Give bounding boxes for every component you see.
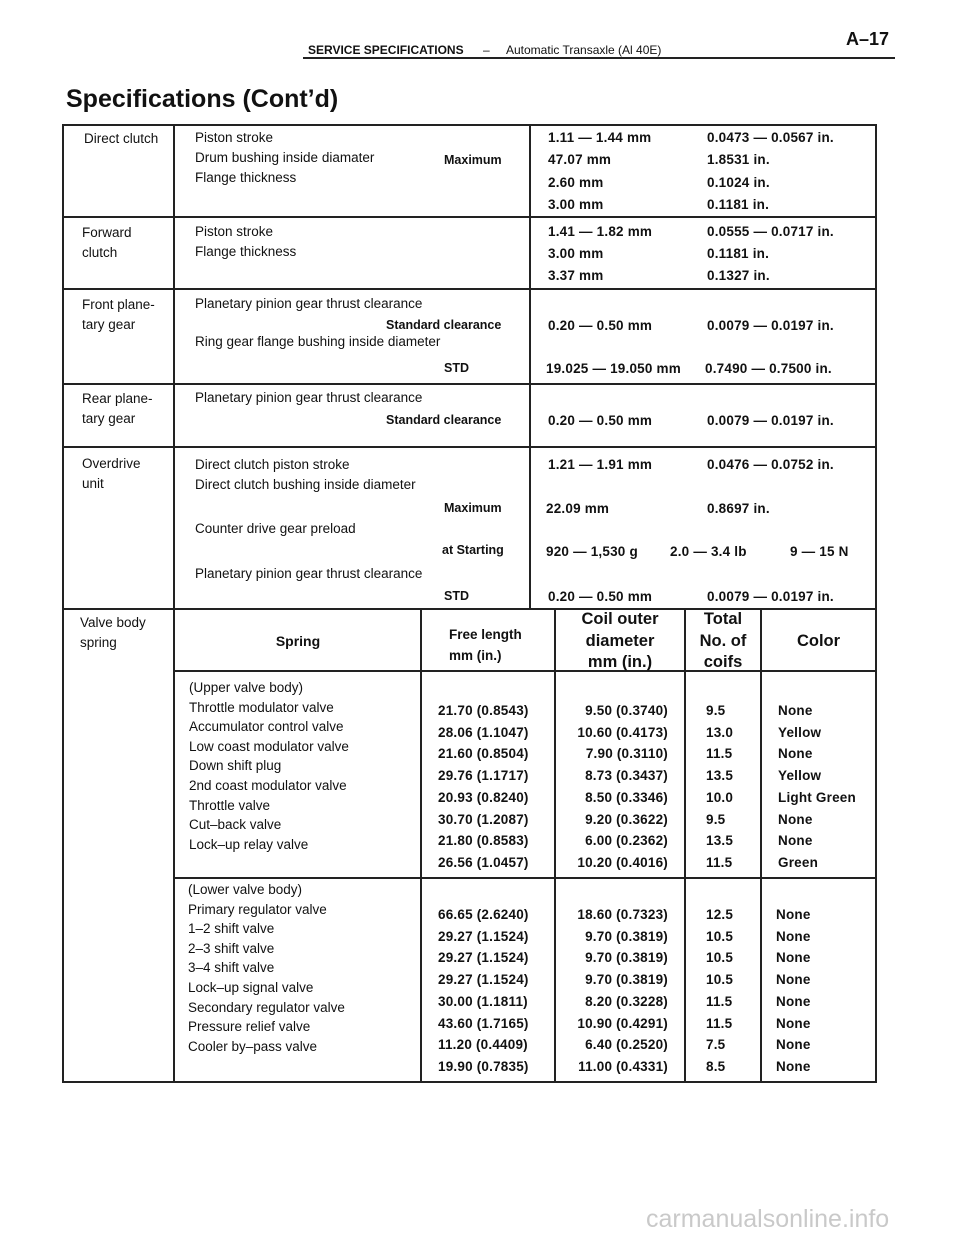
overdrive-preload-lb: 2.0 — 3.4 lb [670, 544, 747, 559]
rear-planetary-item: Planetary pinion gear thrust clearance [195, 390, 423, 405]
coil-diameter-value: 10.90 (0.4291) [577, 1015, 668, 1031]
forward-clutch-item: Piston stroke [195, 224, 274, 239]
spring-name: 3–4 shift valve [188, 960, 275, 976]
color-value: None [778, 811, 813, 827]
forward-clutch-metric: 3.00 mm [548, 246, 604, 261]
color-value: None [776, 950, 811, 966]
coils-value: 10.5 [706, 928, 734, 944]
rear-planetary-metric: 0.20 — 0.50 mm [548, 413, 653, 428]
spring-name: 2–3 shift valve [188, 940, 275, 956]
coil-diameter-value: 18.60 (0.7323) [577, 907, 668, 922]
free-length-value: 21.70 (0.8543) [438, 703, 529, 718]
color-value: Green [778, 854, 819, 870]
free-length-value: 20.93 (0.8240) [438, 789, 529, 805]
overdrive-label: Overdrive [82, 456, 141, 471]
coil-diameter-value: 9.70 (0.3819) [585, 972, 668, 988]
direct-clutch-item: Drum bushing inside diamater [195, 150, 375, 165]
watermark: carmanualsonline.info [646, 1205, 890, 1233]
overdrive-label: unit [82, 476, 104, 491]
coil-diameter-value: 8.50 (0.3346) [585, 789, 668, 805]
free-length-value: 21.80 (0.8583) [438, 833, 529, 849]
overdrive-preload-n: 9 — 15 N [790, 544, 849, 559]
color-value: None [776, 1058, 811, 1074]
lower-free-length-column [438, 904, 529, 1078]
front-planetary-label: tary gear [82, 317, 136, 332]
rear-planetary-label: tary gear [82, 411, 136, 426]
coil-diameter-value: 10.20 (0.4016) [577, 854, 668, 870]
spring-name: Throttle valve [189, 797, 271, 813]
free-length-value: 30.00 (1.1811) [438, 993, 528, 1009]
color-value: Yellow [778, 724, 822, 740]
coil-diameter-value: 9.70 (0.3819) [585, 950, 668, 966]
valve-body-spring-label: Valve body [80, 615, 146, 630]
coils-value: 10.0 [706, 789, 734, 805]
forward-clutch-item: Flange thickness [195, 244, 297, 259]
coils-value: 13.0 [706, 724, 734, 740]
free-length-value: 43.60 (1.7165) [438, 1015, 529, 1031]
valve-body-spring-label: spring [80, 635, 117, 650]
free-length-value: 26.56 (1.0457) [438, 854, 529, 870]
color-value: None [776, 1037, 811, 1053]
free-length-value: 29.27 (1.1524) [438, 950, 529, 966]
direct-clutch-metric: 47.07 mm [548, 152, 612, 167]
upper-coils-column [706, 700, 733, 874]
front-planetary-metric: 0.20 — 0.50 mm [548, 318, 653, 333]
spring-name: Cooler by–pass valve [188, 1038, 318, 1054]
coils-value: 10.5 [706, 972, 734, 988]
free-length-value: 11.20 (0.4409) [438, 1037, 528, 1053]
rear-planetary-label: Rear plane- [82, 391, 153, 406]
coil-diameter-value: 9.50 (0.3740) [585, 703, 668, 718]
overdrive-condition: Maximum [444, 501, 502, 515]
front-planetary-inch: 0.0079 — 0.0197 in. [707, 318, 834, 333]
spring-name: Lock–up signal valve [188, 979, 314, 995]
direct-clutch-metric: 2.60 mm [548, 175, 604, 190]
color-value: Light Green [778, 789, 856, 805]
color-value: None [776, 928, 811, 944]
color-value: Yellow [778, 768, 822, 784]
front-planetary-condition: Standard clearance [386, 318, 502, 332]
upper-valve-body-heading: (Upper valve body) [189, 680, 304, 695]
header-subsection: Automatic Transaxle (Al 40E) [506, 43, 662, 57]
direct-clutch-inch: 0.1181 in. [707, 197, 770, 212]
color-value: None [778, 746, 813, 762]
spring-name: 2nd coast modulator valve [189, 777, 347, 793]
rear-planetary-condition: Standard clearance [386, 413, 502, 427]
coils-value: 7.5 [706, 1037, 726, 1053]
direct-clutch-inch: 1.8531 in. [707, 152, 770, 167]
direct-clutch-metric: 1.11 — 1.44 mm [548, 130, 652, 145]
coils-value: 11.5 [706, 854, 733, 870]
lower-valve-body-heading: (Lower valve body) [188, 882, 303, 897]
free-length-value: 29.27 (1.1524) [438, 972, 529, 988]
free-length-value: 28.06 (1.1047) [438, 724, 529, 740]
forward-clutch-label: clutch [82, 245, 118, 260]
free-length-value: 21.60 (0.8504) [438, 746, 529, 762]
overdrive-condition: at Starting [442, 543, 504, 557]
overdrive-item: Direct clutch bushing inside diameter [195, 477, 416, 492]
coils-value: 9.5 [706, 703, 726, 718]
coils-value: 10.5 [706, 950, 734, 966]
page-title: Specifications (Cont’d) [66, 85, 339, 113]
coils-value: 9.5 [706, 811, 726, 827]
front-planetary-label: Front plane- [82, 297, 155, 312]
color-value: None [776, 972, 811, 988]
column-header-coil-diameter: Coil outer diameter mm (in.) [581, 610, 659, 671]
front-planetary-metric: 19.025 — 19.050 mm [546, 361, 681, 376]
coil-diameter-value: 9.20 (0.3622) [585, 811, 668, 827]
overdrive-item: Planetary pinion gear thrust clearance [195, 566, 423, 581]
header-rule [303, 57, 895, 59]
page-number: A–17 [846, 29, 890, 49]
coils-value: 11.5 [706, 746, 733, 762]
direct-clutch-condition: Maximum [444, 153, 502, 167]
color-value: None [778, 703, 813, 718]
color-value: None [778, 833, 813, 849]
lower-color-column [776, 904, 811, 1078]
direct-clutch-item: Piston stroke [195, 130, 274, 145]
header-section [308, 43, 464, 57]
color-value: None [776, 907, 811, 922]
lower-valve-body-names [188, 880, 345, 1056]
coils-value: 11.5 [706, 1015, 733, 1031]
coils-value: 8.5 [706, 1058, 726, 1074]
color-value: None [776, 993, 811, 1009]
overdrive-metric: 1.21 — 1.91 mm [548, 457, 653, 472]
coil-diameter-value: 10.60 (0.4173) [577, 724, 668, 740]
free-length-value: 19.90 (0.7835) [438, 1058, 529, 1074]
overdrive-condition: STD [444, 589, 469, 603]
coils-value: 12.5 [706, 907, 734, 922]
spring-name: Down shift plug [189, 758, 282, 774]
coil-diameter-value: 7.90 (0.3110) [585, 746, 668, 762]
front-planetary-condition: STD [444, 361, 469, 375]
upper-free-length-column [438, 700, 529, 874]
column-header-spring: Spring [275, 633, 321, 649]
forward-clutch-metric: 1.41 — 1.82 mm [548, 224, 653, 239]
free-length-value: 66.65 (2.6240) [438, 907, 529, 922]
direct-clutch-label: Direct clutch [84, 131, 159, 146]
spring-name: Pressure relief valve [188, 1019, 311, 1035]
forward-clutch-inch: 0.1181 in. [707, 246, 770, 261]
spring-name: Cut–back valve [189, 817, 282, 833]
overdrive-item: Counter drive gear preload [195, 521, 356, 536]
forward-clutch-metric: 3.37 mm [548, 268, 604, 283]
column-header-color: Color [796, 632, 841, 650]
header-dash: – [483, 43, 490, 57]
front-planetary-item: Planetary pinion gear thrust clearance [195, 296, 423, 311]
spring-name: Throttle modulator valve [189, 699, 334, 715]
spring-name: Low coast modulator valve [189, 738, 349, 754]
color-value: None [776, 1015, 811, 1031]
direct-clutch-inch: 0.0473 — 0.0567 in. [707, 130, 834, 145]
direct-clutch-item: Flange thickness [195, 170, 297, 185]
forward-clutch-inch: 0.1327 in. [707, 268, 770, 283]
spring-name: Secondary regulator valve [188, 999, 345, 1015]
overdrive-metric: 22.09 mm [546, 501, 610, 516]
lower-coil-diameter-column [556, 904, 668, 1078]
overdrive-item: Direct clutch piston stroke [195, 457, 350, 472]
overdrive-preload-g: 920 — 1,530 g [546, 544, 638, 559]
rear-planetary-inch: 0.0079 — 0.0197 in. [707, 413, 834, 428]
coil-diameter-value: 9.70 (0.3819) [585, 928, 668, 944]
upper-color-column [778, 700, 856, 874]
spring-name: 1–2 shift valve [188, 921, 275, 937]
direct-clutch-metric: 3.00 mm [548, 197, 604, 212]
front-planetary-inch: 0.7490 — 0.7500 in. [705, 361, 832, 376]
coil-diameter-value: 11.00 (0.4331) [578, 1058, 668, 1074]
column-header-free-length: Free length mm (in.) [449, 627, 522, 663]
front-planetary-item: Ring gear flange bushing inside diameter [195, 334, 441, 349]
spring-name: Primary regulator valve [188, 901, 327, 917]
forward-clutch-label: Forward [82, 225, 132, 240]
coil-diameter-value: 8.73 (0.3437) [585, 768, 668, 784]
lower-coils-column [706, 904, 733, 1078]
forward-clutch-inch: 0.0555 — 0.0717 in. [707, 224, 834, 239]
coils-value: 11.5 [706, 993, 733, 1009]
spring-name: Accumulator control valve [189, 719, 344, 735]
coil-diameter-value: 6.00 (0.2362) [585, 833, 668, 849]
free-length-value: 30.70 (1.2087) [438, 811, 529, 827]
coil-diameter-value: 6.40 (0.2520) [585, 1037, 668, 1053]
column-header-coils: Total No. of coifs [699, 610, 747, 671]
overdrive-inch: 0.8697 in. [707, 501, 770, 516]
upper-coil-diameter-column [556, 700, 668, 874]
coil-diameter-value: 8.20 (0.3228) [585, 993, 668, 1009]
overdrive-inch: 0.0476 — 0.0752 in. [707, 457, 834, 472]
coils-value: 13.5 [706, 768, 734, 784]
spring-name: Lock–up relay valve [189, 836, 309, 852]
upper-valve-body-names [189, 678, 349, 854]
free-length-value: 29.27 (1.1524) [438, 928, 529, 944]
overdrive-inch: 0.0079 — 0.0197 in. [707, 589, 834, 604]
overdrive-metric: 0.20 — 0.50 mm [548, 589, 653, 604]
coils-value: 13.5 [706, 833, 734, 849]
direct-clutch-inch: 0.1024 in. [707, 175, 770, 190]
header-section-title: SERVICE SPECIFICATIONS [308, 43, 464, 57]
free-length-value: 29.76 (1.1717) [438, 768, 529, 784]
